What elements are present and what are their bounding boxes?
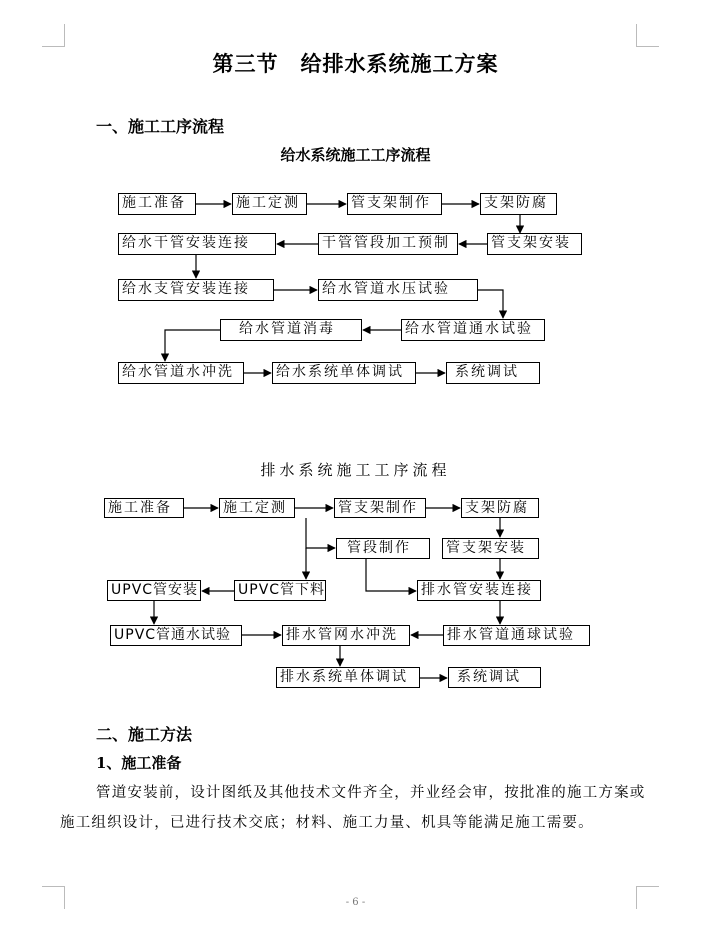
flow1-box-branch-pipe: 给水支管安装连接 [118,279,274,301]
flow2-box-upvc-install: UPVC管安装 [107,580,201,601]
flow1-title: 给水系统施工工序流程 [280,146,431,164]
flow1-box-prep: 施工准备 [118,193,196,215]
section-heading-2: 二、施工方法 [96,725,193,744]
flow2-box-prep: 施工准备 [104,498,184,518]
flow2-box-anticorrosion: 支架防腐 [461,498,539,518]
flow2-box-upvc-cut: UPVC管下料 [234,580,326,601]
flow2-box-single-debug: 排水系统单体调试 [276,667,420,688]
page-number: - 6 - [345,897,366,908]
paragraph-prep: 管道安装前，设计图纸及其他技术文件齐全，并业经会审，按批准的施工方案或施工组织设计，已进行技术交底；材料、施工力量、机具等能满足施工需要。 [60,785,646,831]
flow1-box-system-debug: 系统调试 [446,362,540,384]
flow1-box-prefab: 干管管段加工预制 [318,233,458,255]
flow2-box-drain-install: 排水管安装连接 [417,580,541,601]
flow2-box-network-flush: 排水管网水冲洗 [282,625,410,646]
flow1-box-bracket-install: 管支架安装 [487,233,582,255]
flow1-box-main-pipe: 给水干管安装连接 [118,233,276,255]
flow2-box-ball-test: 排水管道通球试验 [443,625,590,646]
page-title: 第三节 给排水系统施工方案 [212,51,499,76]
flow1-box-flush: 给水管道水冲洗 [118,362,244,384]
flow1-box-pressure-test: 给水管道水压试验 [318,279,478,301]
subsection-heading-1: 1、施工准备 [96,754,182,772]
flow2-box-survey: 施工定测 [219,498,295,518]
flow1-box-single-debug: 给水系统单体调试 [272,362,416,384]
flow1-box-anticorrosion: 支架防腐 [480,193,557,215]
flow2-box-bracket-install: 管支架安装 [442,538,539,559]
flow2-box-bracket-make: 管支架制作 [334,498,426,518]
flow2-box-segment-make: 管段制作 [336,538,430,559]
flow2-box-system-debug: 系统调试 [448,667,541,688]
section-heading-1: 一、施工工序流程 [96,117,225,136]
flow1-box-disinfect: 给水管道消毒 [220,319,362,341]
flow1-arrow-disinfect-flush [165,330,220,361]
flow2-arrow-survey-segment [306,518,335,548]
flow1-box-flow-test: 给水管道通水试验 [401,319,545,341]
flow1-box-bracket-make: 管支架制作 [347,193,442,215]
flow2-title: 排水系统施工工序流程 [260,461,451,479]
flow1-arrow-pressure-flowtest [478,290,503,318]
flow2-arrow-segment-drain [366,559,416,591]
flow2-box-upvc-flow-test: UPVC管通水试验 [110,625,242,646]
flow1-box-survey: 施工定测 [232,193,307,215]
